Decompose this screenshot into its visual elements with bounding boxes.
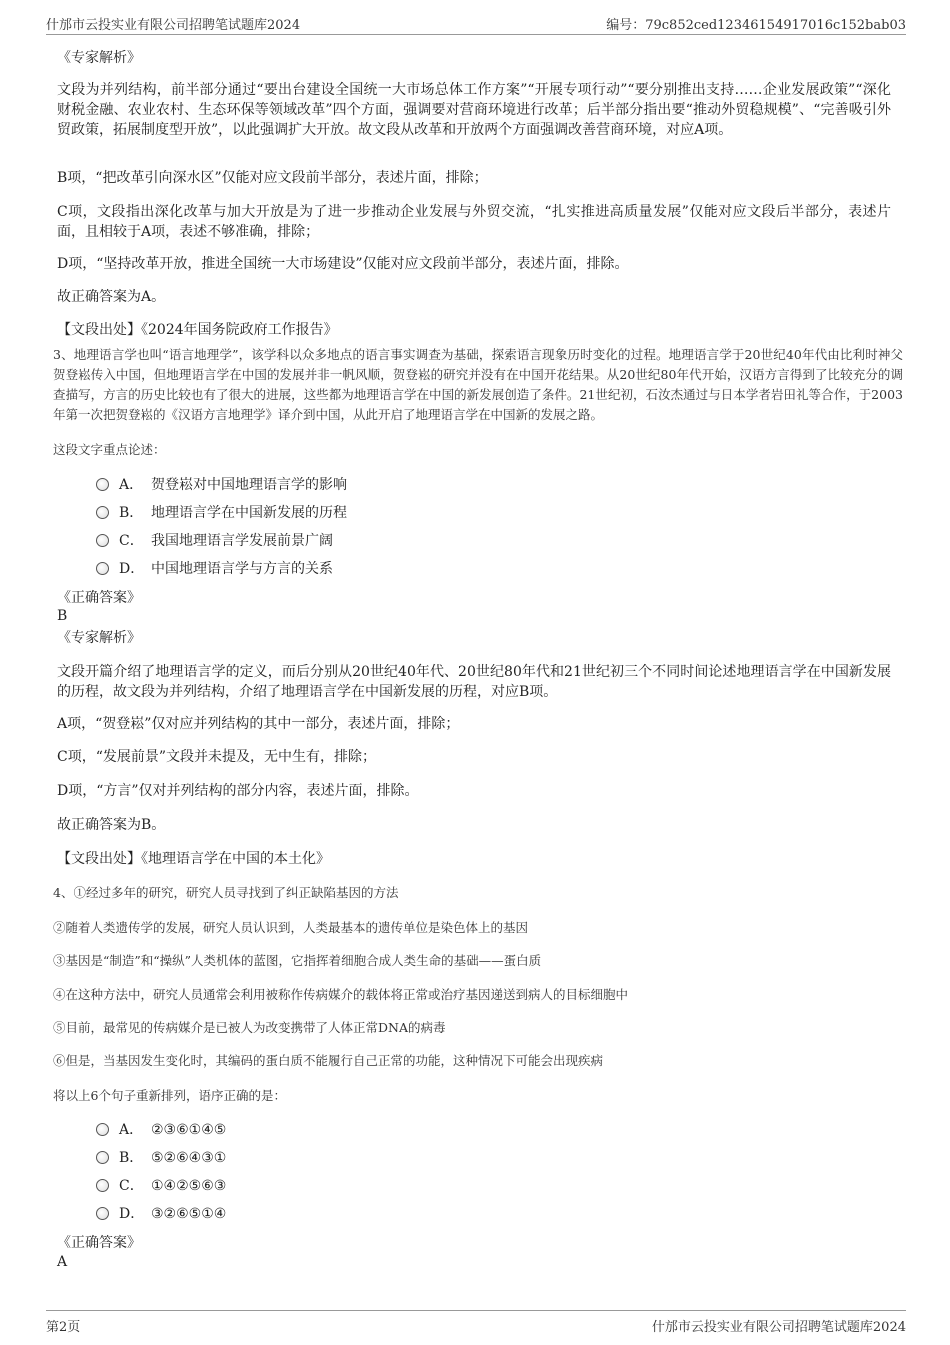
q4-sentence-2: ②随着人类遗传学的发展，研究人员认识到，人类最基本的遗传单位是染色体上的基因 [53,920,529,935]
q2-d-note: D项，“坚持改革开放，推进全国统一大市场建设”仅能对应文段前半部分，表述片面，排除。 [57,256,629,272]
radio-button[interactable] [96,1123,109,1136]
footer-company: 什邡市云投实业有限公司招聘笔试题库2024 [651,1320,906,1335]
q2-analysis: 文段为并列结构，前半部分通过“要出台建设全国统一大市场总体工作方案”“开展专项行动”“要分别推出支持……企业发展政策”“深化财税金融、农业农村、生态环保等领域改革”四个方面，强调要对营商环境进行改革；后半部分指出要“推动外贸稳规模”、“完善吸引外贸政策，拓展制度型开放”，以此强调扩大开放。故文段从改革和开放两个方面强调改善营商环境，对应A项。 [57,82,891,138]
q3-analysis-title: 《专家解析》 [57,630,141,646]
q3-source: 【文段出处】《地理语言学在中国的本土化》 [57,851,330,867]
radio-button[interactable] [96,506,109,519]
q4-option-b[interactable]: B． ⑤②⑥④③① [96,1148,226,1168]
q3-prompt: 这段文字重点论述： [53,442,166,457]
q3-a-note: A项，“贺登崧”仅对应并列结构的其中一部分，表述片面，排除； [57,716,460,732]
q4-option-a[interactable]: A． ②③⑥①④⑤ [96,1120,226,1140]
radio-button[interactable] [96,1151,109,1164]
page-footer [46,1310,906,1335]
radio-button[interactable] [96,1207,109,1220]
q3-option-b[interactable]: B． 地理语言学在中国新发展的历程 [96,503,347,523]
header-company: 什邡市云投实业有限公司招聘笔试题库2024 [46,18,301,33]
q3-answer-title: 《正确答案》 [57,590,141,606]
radio-button[interactable] [96,562,109,575]
q4-prompt: 将以上6个句子重新排列，语序正确的是： [53,1088,286,1103]
q3-stem: 3、地理语言学也叫“语言地理学”，该学科以众多地点的语言事实调查为基础，探索语言现象历时变化的过程。地理语言学于20世纪40年代由比利时神父贺登崧传入中国，但地理语言学在中国的发展并非一帆风顺，贺登崧的研究并没有在中国开花结果。从20世纪80年代开始，汉语方言得到了比较充分的调查描写，方言的历史比较也有了很大的进展，这些都为地理语言学在中国的新发展创造了条件。21世纪初，石汝杰通过与日本学者岩田礼等合作，于2003年第一次把贺登崧的《汉语方言地理学》译介到中国，从此开启了地理语言学在中国新的发展之路。 [53,347,903,422]
q3-option-a[interactable]: A． 贺登崧对中国地理语言学的影响 [96,475,347,495]
radio-button[interactable] [96,1179,109,1192]
radio-button[interactable] [96,534,109,547]
q3-option-d[interactable]: D． 中国地理语言学与方言的关系 [96,559,333,579]
q3-analysis: 文段开篇介绍了地理语言学的定义，而后分别从20世纪40年代、20世纪80年代和21世纪初三个不同时间论述地理语言学在中国新发展的历程，故文段为并列结构，介绍了地理语言学在中国新发展的历程，对应B项。 [57,664,891,700]
q2-analysis-title: 《专家解析》 [57,50,141,66]
q3-conclusion: 故正确答案为B。 [57,817,166,833]
q4-answer-title: 《正确答案》 [57,1235,141,1251]
q2-source: 【文段出处】《2024年国务院政府工作报告》 [57,322,338,338]
q3-answer: B [57,608,68,624]
q4-option-c[interactable]: C． ①④②⑤⑥③ [96,1176,226,1196]
q2-b-note: B项，“把改革引向深水区”仅能对应文段前半部分，表述片面，排除； [57,170,488,186]
q4-option-d[interactable]: D． ③②⑥⑤①④ [96,1204,226,1224]
q2-c-note: C项，文段指出深化改革与加大开放是为了进一步推动企业发展与外贸交流，“扎实推进高质量发展”仅能对应文段后半部分，表述片面，且相较于A项，表述不够准确，排除； [57,204,891,240]
radio-button[interactable] [96,478,109,491]
q3-option-c[interactable]: C． 我国地理语言学发展前景广阔 [96,531,333,551]
q4-answer: A [57,1254,68,1270]
q4-sentence-5: ⑤目前，最常见的传病媒介是已被人为改变携带了人体正常DNA的病毒 [53,1020,446,1035]
q4-sentence-1: 4、①经过多年的研究，研究人员寻找到了纠正缺陷基因的方法 [53,885,399,900]
q4-sentence-6: ⑥但是，当基因发生变化时，其编码的蛋白质不能履行自己正常的功能，这种情况下可能会出现疾病 [53,1053,604,1068]
q3-d-note: D项，“方言”仅对并列结构的部分内容，表述片面，排除。 [57,783,419,799]
q2-conclusion: 故正确答案为A。 [57,289,166,305]
page-header [46,10,906,35]
header-code: 编号：79c852ced12346154917016c152bab03 [606,18,906,33]
q3-c-note: C项，“发展前景”文段并未提及，无中生有，排除； [57,749,377,765]
footer-page-number: 第2页 [46,1320,81,1335]
q4-sentence-3: ③基因是“制造”和“操纵”人类机体的蓝图，它指挥着细胞合成人类生命的基础——蛋白质 [53,953,542,968]
q4-sentence-4: ④在这种方法中，研究人员通常会利用被称作传病媒介的载体将正常或治疗基因递送到病人的目标细胞中 [53,987,629,1002]
